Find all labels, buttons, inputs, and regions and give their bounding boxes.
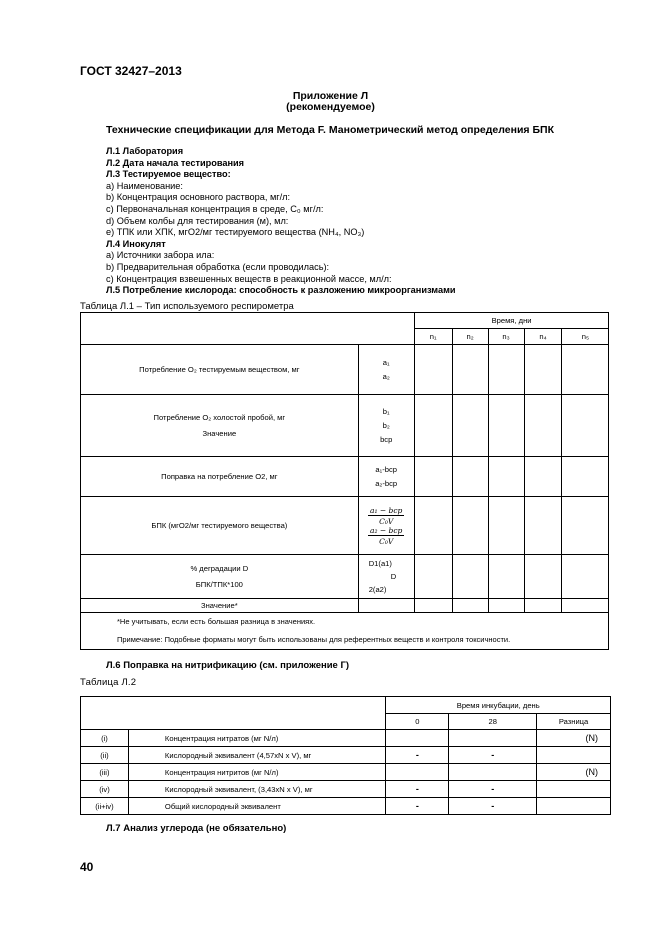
spec-title: Технические спецификации для Метода F. Манометрический метод определения БПК: [106, 124, 554, 136]
section-6-heading: Л.6 Поправка на нитрификацию (см. приложение Г): [106, 660, 350, 671]
table2-cell-28: [449, 764, 537, 781]
spec-list-item: а) Наименование:: [106, 180, 183, 191]
spec-list-item: с) Концентрация взвешенных веществ в реакционной массе, мл/л:: [106, 273, 392, 284]
table1-row-label: Поправка на потребление О2, мг: [81, 457, 359, 497]
table1-col-n3: n₃: [488, 329, 524, 345]
document-code: ГОСТ 32427–2013: [80, 64, 182, 78]
table1-col-n1: n₁: [414, 329, 452, 345]
table1-row-label: Потребление O₂ тестируемым веществом, мг: [81, 345, 359, 395]
table2-cell-0: -: [386, 781, 449, 798]
table2-row: [81, 747, 611, 764]
page-number: 40: [80, 860, 94, 874]
table1-col-n5: n₅: [562, 329, 609, 345]
table1-corner: [81, 313, 415, 345]
table1-col-n2: n₂: [452, 329, 488, 345]
spec-list-item: d) Объем колбы для тестирования (м), мл:: [106, 215, 289, 226]
table2-row-label: Кислородный эквивалент, (3,43xN x V), мг: [128, 781, 386, 798]
appendix-subtitle: (рекомендуемое): [286, 101, 375, 113]
table2-row: [81, 798, 611, 815]
table2-col-0: 0: [386, 714, 449, 730]
spec-list-item: Л.4 Инокулят: [106, 238, 166, 249]
table2-cell-0: -: [386, 798, 449, 815]
bod-fraction-1: $\frac{\text{a₁ − bср}}{\text{C₀V}}$: [370, 505, 403, 526]
table2-row-label: Концентрация нитратов (мг N/л): [128, 730, 386, 747]
table1-row-symbols: D1(а1) D 2(а2): [358, 555, 414, 599]
table2-row-id: (iii): [81, 764, 129, 781]
bod-fraction-2: $\frac{\text{a₂ − bср}}{\text{C₀V}}$: [370, 525, 403, 546]
table2-caption: Таблица Л.2: [80, 677, 137, 688]
table2-col-diff: Разница: [537, 714, 611, 730]
table2-cell-0: [386, 730, 449, 747]
table2-time-header: Время инкубации, день: [386, 697, 611, 714]
table2-cell-28: -: [449, 747, 537, 764]
nitrification-table: [80, 696, 611, 815]
table1-caption: Таблица Л.1 – Тип используемого респирометра: [80, 301, 294, 312]
table2-row-id: (ii): [81, 747, 129, 764]
spec-list: [106, 146, 456, 297]
table1-row-symbols: a₁-bср a₂-bср: [358, 457, 414, 497]
table2-cell-diff: (N): [537, 730, 611, 747]
table2-row-label: Кислородный эквивалент (4,57xN x V), мг: [128, 747, 386, 764]
table2-row-label: Концентрация нитритов (мг N/л): [128, 764, 386, 781]
table2-cell-diff: [537, 781, 611, 798]
table1-row-fractions: [358, 497, 414, 555]
spec-list-item: е) ТПК или ХПК, мгО2/мг тестируемого вещества (NH₄, NO₃): [106, 227, 365, 238]
table1-value-label: Значение*: [81, 599, 359, 613]
table1-row-symbols: b₁ b₂ bср: [358, 395, 414, 457]
table1-time-header: Время, дни: [414, 313, 609, 329]
table1-row-label: % деградации D БПК/ТПК*100: [81, 555, 359, 599]
spec-list-item: а) Источники забора ила:: [106, 250, 215, 261]
table2-row: [81, 781, 611, 798]
spec-list-item: с) Первоначальная концентрация в среде, C₀ мг/л:: [106, 203, 324, 214]
spec-list-item: Л.1 Лаборатория: [106, 146, 184, 156]
table2-row: [81, 764, 611, 781]
respirometer-table: [80, 312, 611, 650]
table1-col-n4: n₄: [524, 329, 562, 345]
table2-cell-diff: [537, 798, 611, 815]
spec-list-item: Л.3 Тестируемое вещество:: [106, 169, 231, 180]
spec-list-item: b) Предварительная обработка (если проводилась):: [106, 261, 330, 272]
table2-cell-28: [449, 730, 537, 747]
table2-row-id: (ii+iv): [81, 798, 129, 815]
table1-row-label: БПК (мгО2/мг тестируемого вещества): [81, 497, 359, 555]
section-7-heading: Л.7 Анализ углерода (не обязательно): [106, 823, 287, 834]
table1-row-label: Потребление O₂ холостой пробой, мг Значение: [81, 395, 359, 457]
table2-row-id: (iv): [81, 781, 129, 798]
table2-col-28: 28: [449, 714, 537, 730]
table2-row-id: (i): [81, 730, 129, 747]
spec-list-item: Л.5 Потребление кислорода: способность к разложению микроорганизмами: [106, 285, 456, 296]
table2-row: [81, 730, 611, 747]
table2-cell-0: [386, 764, 449, 781]
table2-cell-diff: (N): [537, 764, 611, 781]
table2-cell-28: -: [449, 781, 537, 798]
table2-row-label: Общий кислородный эквивалент: [128, 798, 386, 815]
table2-cell-0: -: [386, 747, 449, 764]
spec-list-item: b) Концентрация основного раствора, мг/л:: [106, 192, 291, 203]
spec-list-item: Л.2 Дата начала тестирования: [106, 157, 245, 168]
table2-cell-28: -: [449, 798, 537, 815]
table2-cell-diff: [537, 747, 611, 764]
table1-row-symbols: a₁ a₂: [358, 345, 414, 395]
table1-notes: *Не учитывать, если есть большая разница в значениях. Примечание: Подобные форматы могут быть использованы для референтных веществ и контроля токсичности.: [81, 613, 609, 650]
table2-corner: [81, 697, 386, 730]
appendix-title: Приложение Л: [292, 90, 369, 102]
